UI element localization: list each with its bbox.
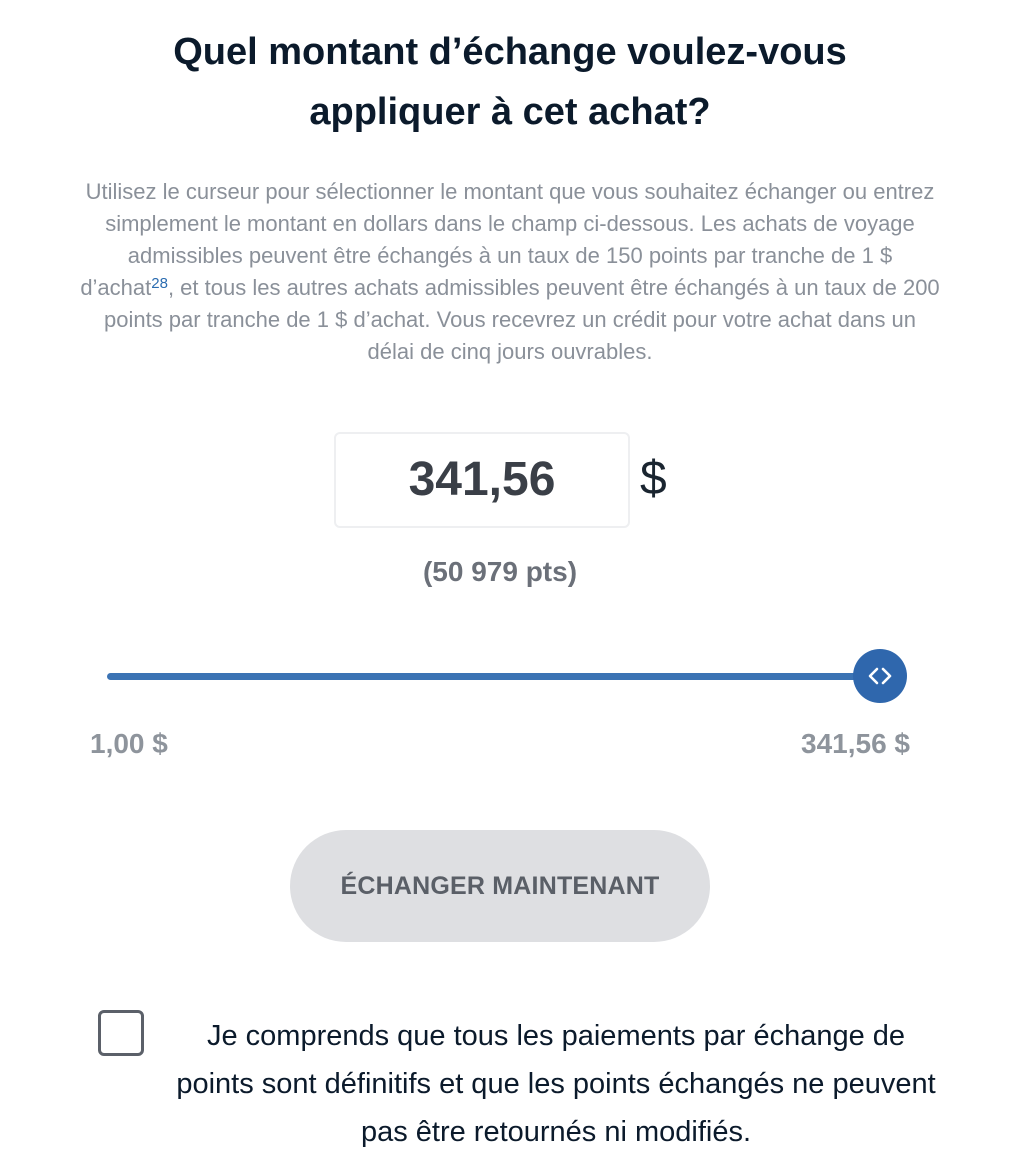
description-text-continued: , et tous les autres achats admissibles peuvent être échangés à un taux de 200 points par tranche de 1 $ d’achat. Vous recevrez un crédit pour votre achat dans un délai de cinq jours ouvrables. <box>103 275 940 364</box>
currency-symbol: $ <box>640 452 667 505</box>
points-equivalent: (50 979 pts) <box>422 556 578 587</box>
slider-max-label: 341,56 $ <box>801 728 910 759</box>
redemption-description <box>80 176 940 368</box>
slider-min-label: 1,00 $ <box>90 728 168 759</box>
redeem-now-button[interactable]: ÉCHANGER MAINTENANT <box>290 830 710 942</box>
consent-text: Je comprends que tous les paiements par échange de points sont définitifs et que les points échangés ne peuvent pas être retournés ni modifiés. <box>176 1020 936 1148</box>
footnote-link-28[interactable]: 28 <box>151 275 168 292</box>
amount-slider-track[interactable] <box>107 673 877 680</box>
page-title-line-1: Quel montant d’échange voulez-vous <box>173 31 847 73</box>
chevron-left-right-icon <box>853 649 907 703</box>
description-text: Utilisez le curseur pour sélectionner le montant que vous souhaitez échanger ou entrez simplement le montant en dollars dans le champ ci-dessous. Les achats de voyage admissibles peuvent être échangés à un taux de 150 points par tranche de 1 $ d’achat <box>80 179 935 300</box>
page-title <box>60 22 960 142</box>
amount-field-container <box>334 432 630 528</box>
amount-input[interactable] <box>336 434 628 526</box>
page-title-line-2: appliquer à cet achat? <box>309 91 711 133</box>
amount-slider-handle[interactable] <box>853 649 907 703</box>
consent-checkbox[interactable] <box>98 1010 144 1056</box>
